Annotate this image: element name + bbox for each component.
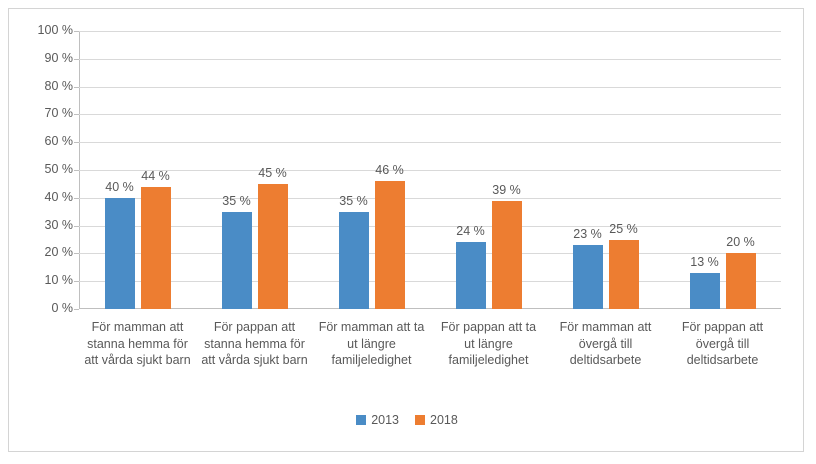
bar-value-label: 46 % xyxy=(375,163,404,178)
y-axis-tick-label: 60 % xyxy=(44,134,73,149)
x-axis-category-label: För mamman att övergå till deltidsarbete xyxy=(559,320,652,367)
bar-2018-2 xyxy=(375,181,405,309)
bar-value-label: 44 % xyxy=(141,168,170,183)
bar-2013-1 xyxy=(222,212,252,309)
x-axis-category-label: För pappan att ta ut längre familjeledighet xyxy=(440,320,537,367)
bar-2018-3 xyxy=(492,201,522,309)
gridline xyxy=(79,226,781,227)
legend-swatch-icon xyxy=(356,415,366,425)
gridline xyxy=(79,281,781,282)
bar-value-label: 45 % xyxy=(258,165,287,180)
bar-value-label: 35 % xyxy=(222,193,251,208)
y-axis-tick-label: 80 % xyxy=(44,78,73,93)
x-axis-line xyxy=(79,308,781,309)
gridline xyxy=(79,59,781,60)
bar-value-label: 23 % xyxy=(573,227,602,242)
y-axis-tick-label: 50 % xyxy=(44,162,73,176)
x-axis-category-label: För mamman att ta ut längre familjeledighet xyxy=(318,320,425,367)
bar-value-label: 25 % xyxy=(609,221,638,236)
bar-2013-3 xyxy=(456,242,486,309)
bar-2013-0 xyxy=(105,198,135,309)
gridline xyxy=(79,142,781,143)
y-axis-tick-label: 10 % xyxy=(44,273,73,288)
y-axis-tick-label: 20 % xyxy=(44,245,73,260)
chart-legend xyxy=(9,413,805,427)
x-axis-category-label: För mamman att stanna hemma för att vårda sjukt barn xyxy=(84,320,191,367)
bar-2018-4 xyxy=(609,240,639,310)
bar-2018-1 xyxy=(258,184,288,309)
legend-swatch-icon xyxy=(415,415,425,425)
legend-item-2013[interactable] xyxy=(356,413,399,427)
legend-item-2018[interactable] xyxy=(415,413,458,427)
bar-value-label: 13 % xyxy=(690,254,719,269)
chart-container xyxy=(8,8,804,452)
gridline xyxy=(79,198,781,199)
y-axis-tick-mark xyxy=(74,309,79,310)
bar-value-label: 20 % xyxy=(726,235,755,250)
legend-label: 2018 xyxy=(430,413,458,427)
y-axis-tick-label: 70 % xyxy=(44,106,73,121)
gridline xyxy=(79,87,781,88)
bar-2018-0 xyxy=(141,187,171,309)
x-axis-category-label: För pappan att övergå till deltidsarbete xyxy=(681,320,764,367)
plot-area xyxy=(79,31,781,309)
gridline xyxy=(79,253,781,254)
legend-label: 2013 xyxy=(371,413,399,427)
y-axis-tick-label: 90 % xyxy=(44,50,73,65)
y-axis-tick-label: 0 % xyxy=(51,301,73,315)
chart-plot-wrapper xyxy=(9,9,805,453)
y-axis-tick-label: 30 % xyxy=(44,217,73,232)
gridline xyxy=(79,31,781,32)
bar-value-label: 40 % xyxy=(105,179,134,194)
y-axis-tick-label: 40 % xyxy=(44,189,73,204)
bar-2013-2 xyxy=(339,212,369,309)
bar-value-label: 39 % xyxy=(492,182,521,197)
bar-2018-5 xyxy=(726,253,756,309)
bar-2013-5 xyxy=(690,273,720,309)
y-axis-tick-label: 100 % xyxy=(37,23,73,37)
gridline xyxy=(79,170,781,171)
bar-value-label: 35 % xyxy=(339,193,368,208)
bar-2013-4 xyxy=(573,245,603,309)
bar-value-label: 24 % xyxy=(456,224,485,239)
x-axis-category-label: För pappan att stanna hemma för att vårda sjukt barn xyxy=(201,320,308,367)
gridline xyxy=(79,114,781,115)
